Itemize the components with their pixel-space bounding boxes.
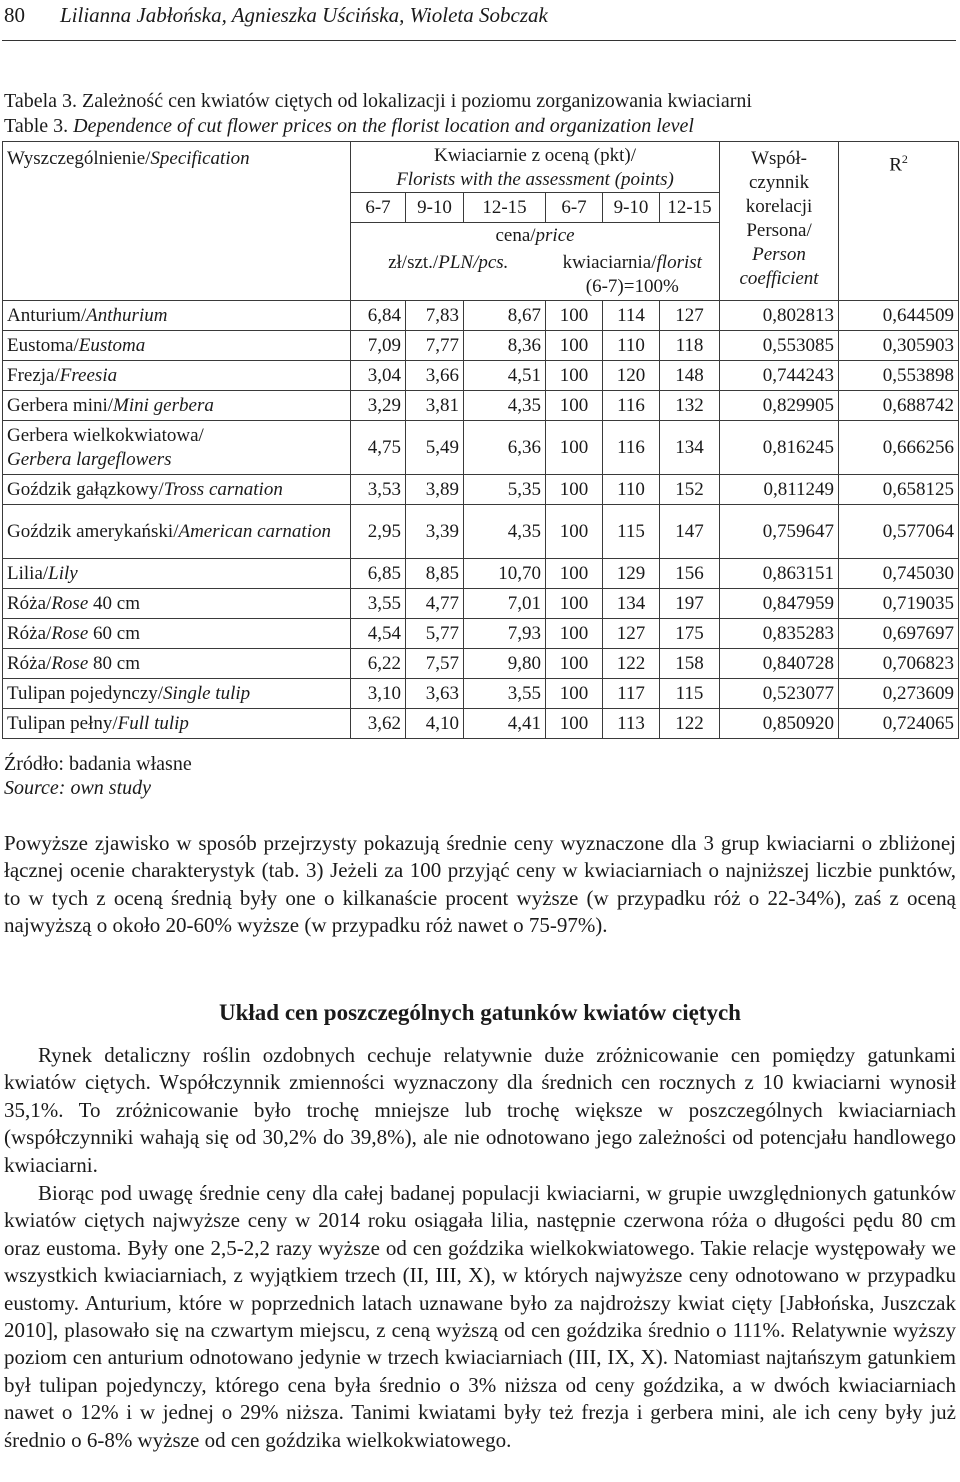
table-cell: 152 (660, 475, 720, 505)
table-cell: 3,10 (351, 679, 406, 709)
table-cell: 117 (603, 679, 660, 709)
table-cell: 8,36 (464, 331, 546, 361)
table-cell: 0,847959 (720, 589, 839, 619)
table-row (3, 589, 959, 619)
table-cell: 8,67 (464, 301, 546, 331)
section-title: Układ cen poszczególnych gatunków kwiatów ciętych (219, 1000, 741, 1025)
table-cell: 0,840728 (720, 649, 839, 679)
table-row (3, 391, 959, 421)
table-cell: 7,93 (464, 619, 546, 649)
running-header (4, 0, 956, 34)
price-table (2, 141, 959, 739)
table-cell: 0,850920 (720, 709, 839, 739)
table-cell: 0,816245 (720, 421, 839, 475)
table-cell: 132 (660, 391, 720, 421)
header-index: kwiaciarnia/florist (6-7)=100% (546, 249, 720, 301)
table-cell: 0,745030 (839, 559, 959, 589)
table-cell: 3,62 (351, 709, 406, 739)
table-row (3, 301, 959, 331)
table-cell: 158 (660, 649, 720, 679)
table-cell: 7,09 (351, 331, 406, 361)
table-cell: 4,10 (406, 709, 464, 739)
header-score-col-6: 12-15 (660, 193, 720, 223)
table-cell: 0,744243 (720, 361, 839, 391)
table-cell: 100 (546, 559, 603, 589)
table-cell: 122 (603, 649, 660, 679)
species-name: Róża/Rose 40 cm (3, 589, 351, 619)
table-cell: 4,77 (406, 589, 464, 619)
table-cell: 0,553898 (839, 361, 959, 391)
table-cell: 0,811249 (720, 475, 839, 505)
table-cell: 8,85 (406, 559, 464, 589)
table-row (3, 361, 959, 391)
table-cell: 3,53 (351, 475, 406, 505)
table-cell: 6,22 (351, 649, 406, 679)
table-cell: 7,57 (406, 649, 464, 679)
header-r-squared: $R^2$ (839, 142, 959, 301)
species-name: Frezja/Freesia (3, 361, 351, 391)
table-cell: 0,829905 (720, 391, 839, 421)
table-cell: 3,89 (406, 475, 464, 505)
body-paragraph-3: Biorąc pod uwagę średnie ceny dla całej badanej populacji kwiaciarni, w grupie uwzględnionych gatunków kwiatów ciętych najwyższe ceny w 2014 roku osiągała lilia, następnie czerwona róża o długości pędu 80 cm oraz eustoma. Były one 2,5-2,2 razy wyższe od cen goździka wielkokwiatowego. Takie relacje występowały we wszystkich kwiaciarniach, z wyjątkiem trzech (II, III, X), w których najwyższe ceny odnotowano w przypadku eustomy. Anturium, które w poprzednich latach uznawane było za najdroższy kwiat cięty [Jabłońska, Juszczak 2010], plasowało się na czwartym miejscu, z ceną wyższą od cen goździka średnio o 111%. Relatywnie wyższy poziom cen anturium odnotowano jedynie w trzech kwiaciarniach (III, IX, X). Natomiast najtańszym gatunkiem był tulipan pojedynczy, którego cena była średnio o 3% niższa od ceny goździka, a w dwóch kwiaciarniach nawet o 12% i w jednej o 29% niższa. Tanimi kwiatami były też frezja i gerbera mini, ale ich ceny były już średnio o 6-8% wyższe od cen goździka wielkokwiatowego. (4, 1181, 956, 1452)
table-cell: 0,802813 (720, 301, 839, 331)
table-cell: 0,553085 (720, 331, 839, 361)
table-cell: 6,36 (464, 421, 546, 475)
table-cell: 3,39 (406, 505, 464, 559)
table-cell: 0,724065 (839, 709, 959, 739)
header-correlation: Współ- czynnik korelacji Persona/ Person coefficient (720, 142, 839, 301)
table-cell: 3,81 (406, 391, 464, 421)
table-cell: 6,85 (351, 559, 406, 589)
header-specification: Wyszczególnienie/Specification (3, 142, 351, 301)
header-score-col-1: 6-7 (351, 193, 406, 223)
table-cell: 100 (546, 301, 603, 331)
table-cell: 197 (660, 589, 720, 619)
table-cell: 134 (603, 589, 660, 619)
species-name: Róża/Rose 60 cm (3, 619, 351, 649)
species-name: Goździk amerykański/American carnation (3, 505, 351, 559)
species-name: Eustoma/Eustoma (3, 331, 351, 361)
species-name: Gerbera mini/Mini gerbera (3, 391, 351, 421)
table-cell: 3,29 (351, 391, 406, 421)
table-cell: 0,863151 (720, 559, 839, 589)
table-cell: 0,706823 (839, 649, 959, 679)
table-cell: 116 (603, 421, 660, 475)
table-row (3, 421, 959, 475)
header-score-col-5: 9-10 (603, 193, 660, 223)
table-cell: 100 (546, 709, 603, 739)
table-cell: 4,75 (351, 421, 406, 475)
species-name: Gerbera wielkokwiatowa/ Gerbera largeflowers (3, 421, 351, 475)
table-caption-pl: Tabela 3. Zależność cen kwiatów ciętych od lokalizacji i poziomu zorganizowania kwiaciarni (4, 90, 752, 112)
table-caption-en (4, 114, 694, 138)
table-cell: 4,35 (464, 505, 546, 559)
table-cell: 175 (660, 619, 720, 649)
body-paragraph-1: Powyższe zjawisko w sposób przejrzysty pokazują średnie ceny wyznaczone dla 3 grup kwiaciarni o zbliżonej łącznej ocenie charakterystyk (tab. 3) Jeżeli za 100 przyjąć ceny w kwiaciarniach o najniższej liczbie punktów, to w tych z oceną średnią były one o kilkanaście procent wyższe (w przypadku róż o 22-34%), zaś z oceną najwyższą o około 20-60% wyższe (w przypadku róż nawet o 75-97%). (4, 831, 956, 938)
table-cell: 100 (546, 649, 603, 679)
table-cell: 0,523077 (720, 679, 839, 709)
table-cell: 0,305903 (839, 331, 959, 361)
table-cell: 0,666256 (839, 421, 959, 475)
table-cell: 147 (660, 505, 720, 559)
table-cell: 4,35 (464, 391, 546, 421)
table-cell: 4,41 (464, 709, 546, 739)
table-cell: 5,49 (406, 421, 464, 475)
table-cell: 0,697697 (839, 619, 959, 649)
table-row (3, 679, 959, 709)
table-cell: 127 (603, 619, 660, 649)
table-row (3, 709, 959, 739)
table-cell: 2,95 (351, 505, 406, 559)
table-row (3, 649, 959, 679)
table-cell: 0,835283 (720, 619, 839, 649)
table-cell: 148 (660, 361, 720, 391)
header-rule (2, 40, 956, 41)
table-cell: 114 (603, 301, 660, 331)
header-unit: zł/szt./PLN/pcs. (351, 249, 546, 301)
table-cell: 100 (546, 505, 603, 559)
authors: Lilianna Jabłońska, Agnieszka Uścińska, Wioleta Sobczak (60, 3, 548, 27)
table-cell: 0,658125 (839, 475, 959, 505)
table-cell: 115 (603, 505, 660, 559)
table-cell: 3,66 (406, 361, 464, 391)
table-cell: 5,77 (406, 619, 464, 649)
species-name: Goździk gałązkowy/Tross carnation (3, 475, 351, 505)
table-cell: 6,84 (351, 301, 406, 331)
table-row (3, 619, 959, 649)
header-score-col-3: 12-15 (464, 193, 546, 223)
table-cell: 110 (603, 475, 660, 505)
table-cell: 122 (660, 709, 720, 739)
table-cell: 4,51 (464, 361, 546, 391)
table-cell: 3,63 (406, 679, 464, 709)
table-row (3, 331, 959, 361)
species-name: Tulipan pełny/Full tulip (3, 709, 351, 739)
header-florist-group: Kwiaciarnie z oceną (pkt)/ Florists with the assessment (points) (351, 142, 720, 193)
header-score-col-4: 6-7 (546, 193, 603, 223)
table-source: Źródło: badania własne Source: own study (4, 753, 192, 799)
table-cell: 100 (546, 475, 603, 505)
header-score-col-2: 9-10 (406, 193, 464, 223)
table-cell: 0,719035 (839, 589, 959, 619)
table-cell: 113 (603, 709, 660, 739)
table-cell: 100 (546, 391, 603, 421)
table-cell: 3,55 (351, 589, 406, 619)
table-cell: 129 (603, 559, 660, 589)
table-cell: 100 (546, 361, 603, 391)
table-cell: 118 (660, 331, 720, 361)
table-caption-en-label: Table 3. (4, 115, 69, 137)
table-cell: 0,644509 (839, 301, 959, 331)
table-row (3, 559, 959, 589)
table-cell: 110 (603, 331, 660, 361)
table-cell: 134 (660, 421, 720, 475)
table-cell: 100 (546, 679, 603, 709)
table-cell: 100 (546, 589, 603, 619)
table-cell: 100 (546, 619, 603, 649)
table-cell: 7,01 (464, 589, 546, 619)
species-name: Róża/Rose 80 cm (3, 649, 351, 679)
table-cell: 120 (603, 361, 660, 391)
table-cell: 116 (603, 391, 660, 421)
table-cell: 115 (660, 679, 720, 709)
species-name: Lilia/Lily (3, 559, 351, 589)
species-name: Tulipan pojedynczy/Single tulip (3, 679, 351, 709)
table-cell: 3,55 (464, 679, 546, 709)
table-cell: 100 (546, 331, 603, 361)
table-cell: 0,688742 (839, 391, 959, 421)
header-price: cena/price (351, 223, 720, 249)
table-cell: 10,70 (464, 559, 546, 589)
table-cell: 7,83 (406, 301, 464, 331)
table-cell: 100 (546, 421, 603, 475)
table-cell: 7,77 (406, 331, 464, 361)
table-cell: 127 (660, 301, 720, 331)
table-row (3, 505, 959, 559)
species-name: Anturium/Anthurium (3, 301, 351, 331)
table-cell: 4,54 (351, 619, 406, 649)
table-header-row-1 (3, 142, 959, 193)
page-number: 80 (4, 3, 25, 27)
table-cell: 0,273609 (839, 679, 959, 709)
table-cell: 0,759647 (720, 505, 839, 559)
table-caption-en-text: Dependence of cut flower prices on the florist location and organization level (73, 115, 694, 137)
table-cell: 9,80 (464, 649, 546, 679)
table-cell: 5,35 (464, 475, 546, 505)
table-cell: 156 (660, 559, 720, 589)
table-cell: 0,577064 (839, 505, 959, 559)
body-paragraph-2: Rynek detaliczny roślin ozdobnych cechuje relatywnie duże zróżnicowanie cen pomiędzy gatunkami kwiatów ciętych. Współczynnik zmienności wyznaczony dla średnich cen rocznych z 10 kwiaciarni wynosił 35,1%. To zróżnicowanie było trochę mniejsze lub trochę większe w poszczególnych kwiaciarniach (współczynniki wahają się od 30,2% do 39,8%), ale nie odnotowano jego zależności od potencjału handlowego kwiaciarni. (4, 1043, 956, 1177)
table-row (3, 475, 959, 505)
table-cell: 3,04 (351, 361, 406, 391)
